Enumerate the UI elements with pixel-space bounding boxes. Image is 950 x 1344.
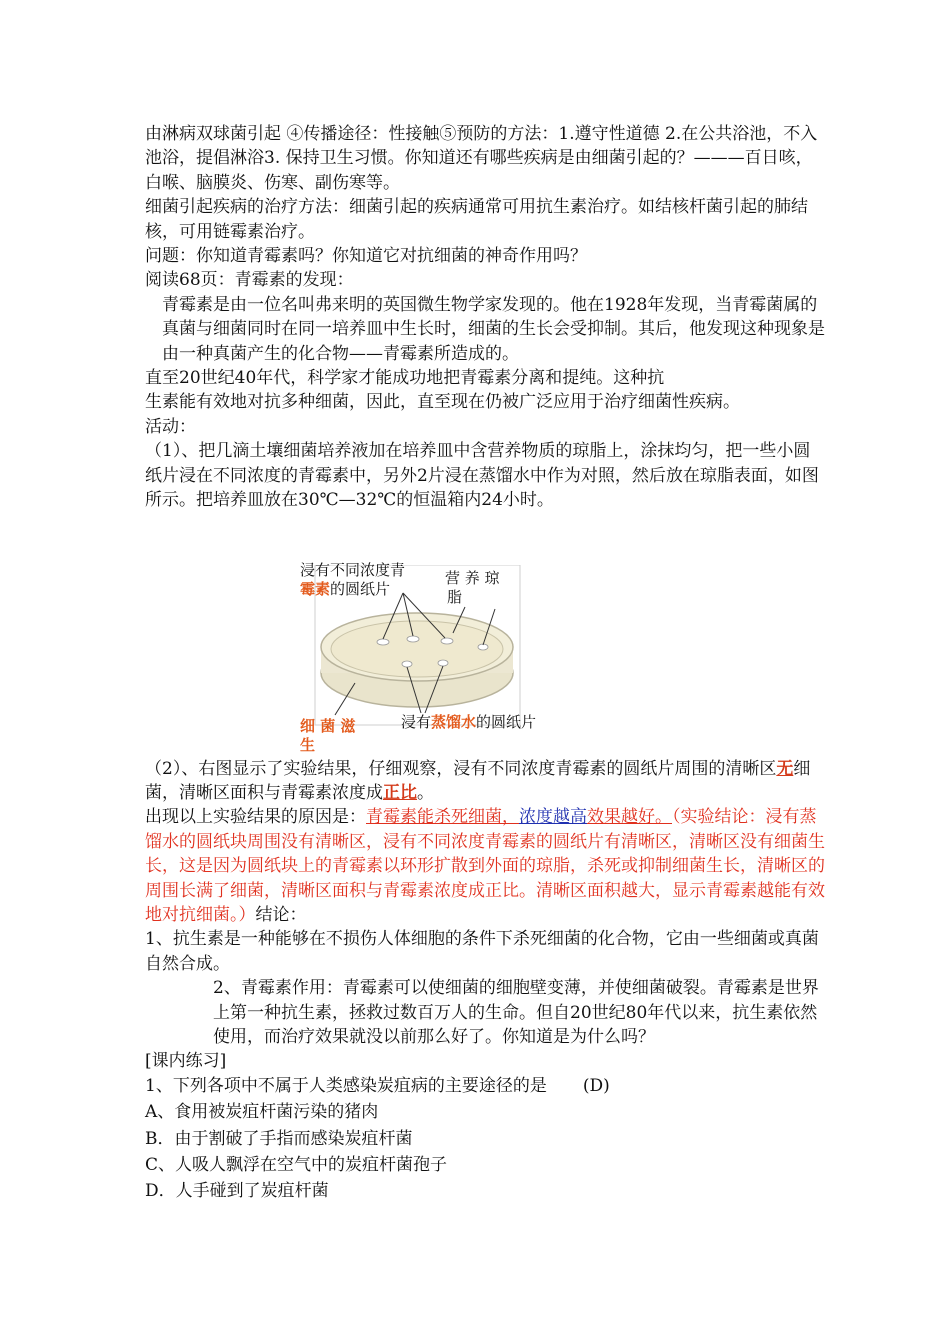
paragraph-purification: 直至20世纪40年代，科学家才能成功地把青霉素分离和提纯。这种抗 — [145, 368, 665, 389]
exercise-heading: [课内练习] — [145, 1051, 227, 1072]
paragraph-reading: 阅读68页：青霉素的发现： — [145, 270, 354, 291]
petri-dish-figure — [145, 560, 825, 754]
answer-proportional: 正比 — [383, 782, 417, 803]
paragraph-antibiotic-use: 生素能有效地对抗多种细菌，因此，直至现在仍被广泛应用于治疗细菌性疾病。 — [145, 392, 740, 413]
exercise-answer: (D) — [582, 1075, 610, 1096]
label-nutrient-agar: 营 养 琼 脂 — [445, 568, 500, 606]
paragraph-treatment: 细菌引起疾病的治疗方法：细菌引起的疾病通常可用抗生素治疗。如结核杆菌引起的肺结核，可用链霉素治疗。 — [145, 197, 808, 242]
paragraph-result: （2）、右图显示了实验结果，仔细观察，浸有不同浓度青霉素的圆纸片周围的清晰区无细菌，清晰区面积与青霉素浓度成正比。 — [145, 758, 811, 803]
document-page — [145, 122, 825, 1204]
label-bacteria-growth: 细 菌 滋 生 — [300, 716, 356, 754]
paragraph-penicillin-discovery: 青霉素是由一位名叫弗来明的英国微生物学家发现的。他在1928年发现，当青霉菌属的真菌与细菌同时在同一培养皿中生长时，细菌的生长会受抑制。其后，他发现这种现象是由一种真菌产生的化合物——青霉素所造成的。 — [162, 294, 825, 364]
answer-none: 无 — [776, 758, 794, 779]
label-penicillin-discs: 浸有不同浓度青 霉素的圆纸片 — [300, 560, 406, 598]
paragraph-conclusion-1: 1、抗生素是一种能够在不损伤人体细胞的条件下杀死细菌的化合物，它由一些细菌或真菌自然合成。 — [145, 929, 819, 974]
paragraph-reason: 出现以上实验结果的原因是：青霉素能杀死细菌，浓度越高效果越好。（实验结论：浸有蒸馏水的圆纸块周围没有清晰区，浸有不同浓度青霉素的圆纸片有清晰区，清晰区没有细菌生长，这是因为圆纸块上的青霉素以环形扩散到外面的琼脂，杀死或抑制细菌生长，清晰区的周围长满了细菌，清晰区面积与青霉素浓度成正比。清晰区面积越大，显示青霉素越能有效地对抗细菌。）结论： — [145, 807, 825, 925]
paragraph-question: 问题：你知道青霉素吗？你知道它对抗细菌的神奇作用吗？ — [145, 246, 587, 267]
paragraph-conclusion-2: 2、青霉素作用：青霉素可以使细菌的细胞壁变薄，并使细菌破裂。青霉素是世界上第一种抗生素，拯救过数百万人的生命。但自20世纪80年代以来，抗生素依然使用，而治疗效果就没以前那么好了。你知道是为什么吗？ — [213, 978, 819, 1047]
experiment-conclusion: （实验结论：浸有蒸馏水的圆纸块周围没有清晰区，浸有不同浓度青霉素的圆纸片有清晰区，清晰区没有细菌生长，这是因为圆纸块上的青霉素以环形扩散到外面的琼脂，杀死或抑制细菌生长，清晰区的周围长满了细菌，清晰区面积与青霉素浓度成正比。清晰区面积越大，显示青霉素越能有效地对抗细菌。） — [145, 807, 825, 925]
paragraph-activity-step1: （1）、把几滴土壤细菌培养液加在培养皿中含营养物质的琼脂上，涂抹均匀，把一些小圆纸片浸在不同浓度的青霉素中，另外2片浸在蒸馏水中作为对照，然后放在琼脂表面，如图所示。把培养皿放在30℃—32℃的恒温箱内24小时。 — [145, 441, 819, 511]
exercise-option-a: A、食用被炭疽杆菌污染的猪肉 — [145, 1102, 379, 1123]
paragraph-activity-heading: 活动： — [145, 416, 196, 437]
exercise-option-d: D．人手碰到了炭疽杆菌 — [145, 1181, 329, 1202]
exercise-option-c: C、人吸人飘浮在空气中的炭疽杆菌孢子 — [145, 1155, 448, 1175]
exercise-option-b: B．由于割破了手指而感染炭疽杆菌 — [145, 1128, 413, 1149]
paragraph-gonorrhea: 由淋病双球菌引起 ④传播途径：性接触⑤预防的方法：1.遵守性道德 2.在公共浴池，不入池浴，提倡淋浴3. 保持卫生习惯。你知道还有哪些疾病是由细菌引起的？———百日咳，白喉、脑膜炎、伤寒、副伤寒等。 — [145, 124, 818, 193]
exercise-question: 1、下列各项中不属于人类感染炭疽病的主要途径的是 (D) — [145, 1075, 610, 1096]
label-distilled-water-discs: 浸有蒸馏水的圆纸片 — [401, 712, 537, 731]
